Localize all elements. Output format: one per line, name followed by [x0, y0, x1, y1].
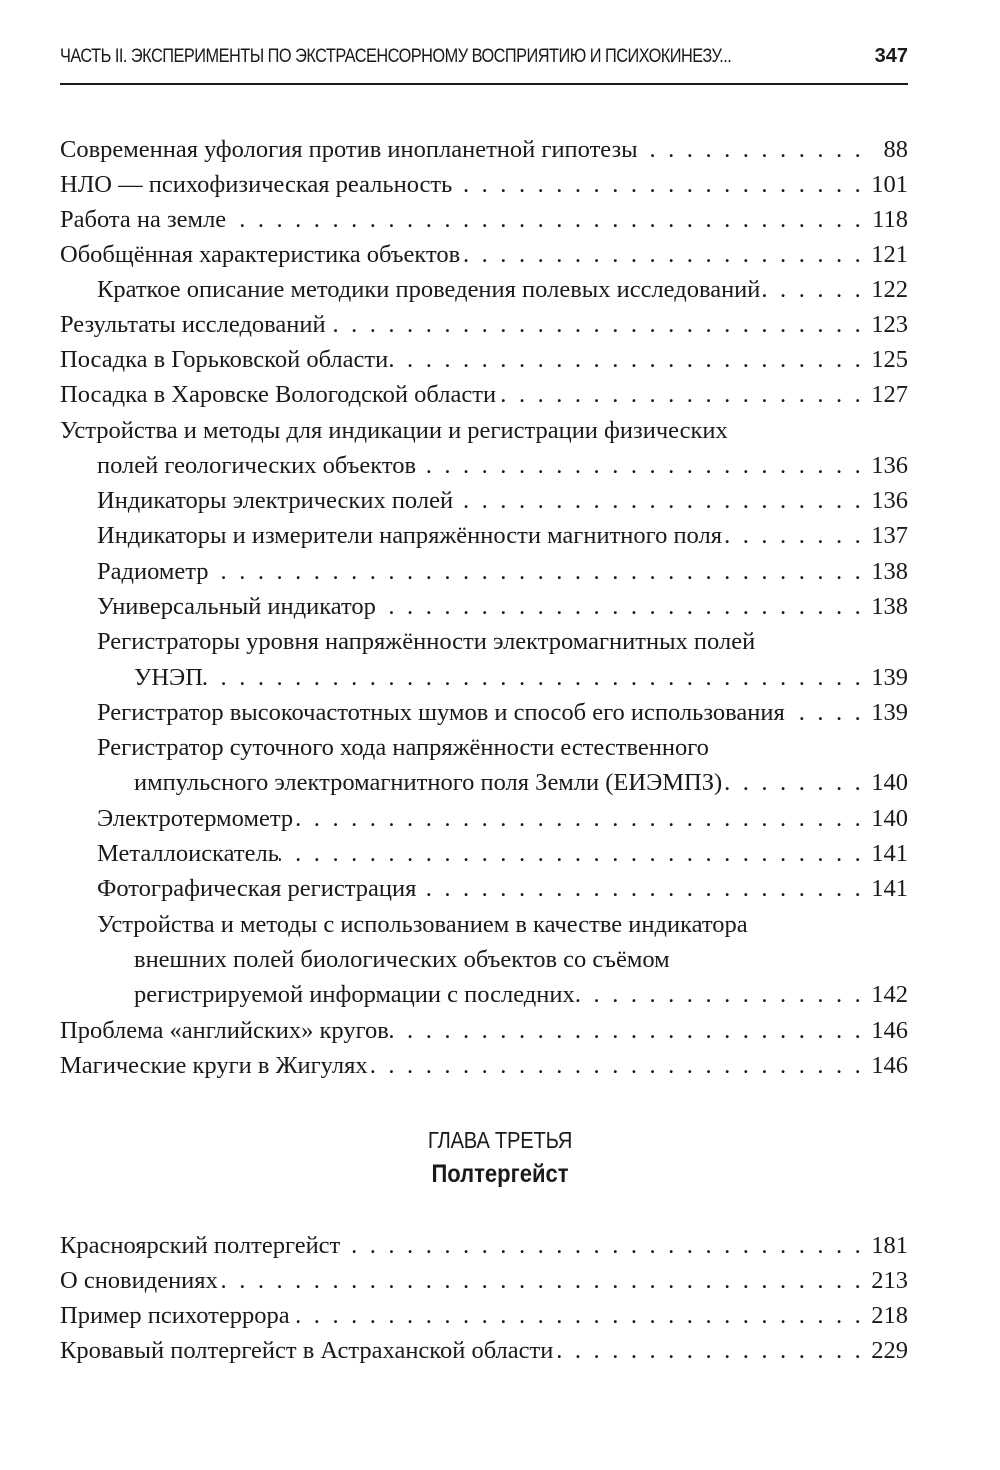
- toc-entry-page: 127: [871, 381, 908, 408]
- toc-entry: [60, 342, 908, 378]
- toc-entry-page: 136: [871, 452, 908, 479]
- toc-entry-title: Металлоискатель: [97, 840, 279, 867]
- chapter-label: ГЛАВА ТРЕТЬЯ: [427, 1127, 573, 1153]
- toc-entry: [97, 836, 908, 872]
- toc-leader: [376, 589, 868, 625]
- toc-entry-title: Краткое описание методики проведения полевых исследований: [97, 276, 761, 303]
- toc-entry: [97, 483, 908, 519]
- toc-entry: [97, 695, 908, 731]
- toc-entry-page: 140: [871, 805, 908, 832]
- toc-entry-title: полей геологических объектов: [97, 452, 417, 479]
- toc-entry: [60, 1048, 908, 1084]
- toc-entry: [60, 377, 908, 413]
- toc-entry: [60, 307, 908, 343]
- toc-entry-title: Регистратор высокочастотных шумов и способ его использования: [97, 699, 785, 726]
- toc-leader: [279, 836, 868, 872]
- toc-entry-title: Результаты исследований: [60, 311, 326, 338]
- toc-entry-page: 138: [871, 593, 908, 620]
- header-rule: [60, 83, 908, 85]
- toc-leader: [209, 554, 869, 590]
- toc-entry: [60, 1298, 908, 1334]
- toc-entry-page: 181: [871, 1232, 908, 1259]
- toc-entry: [97, 272, 908, 308]
- toc-entry-page: 139: [871, 699, 908, 726]
- toc-entry-title: Пример психотеррора: [60, 1302, 290, 1329]
- toc-leader: [340, 1228, 868, 1264]
- toc-leader: [575, 977, 868, 1013]
- toc-leader: [638, 132, 868, 168]
- toc-leader: [760, 272, 868, 308]
- toc-entry: [60, 167, 908, 203]
- toc-leader: [368, 1048, 868, 1084]
- toc-entry: [134, 660, 908, 696]
- toc-entry-title: Радиометр: [97, 558, 209, 585]
- toc-entry: [134, 765, 908, 801]
- toc-entry: [97, 871, 908, 907]
- toc-entry-title: УНЭП: [134, 664, 203, 691]
- toc-leader: [388, 342, 868, 378]
- toc-entry-page: 121: [871, 241, 908, 268]
- toc-leader: [416, 871, 868, 907]
- toc-entry-page: 137: [871, 522, 908, 549]
- toc-entry-page: 229: [871, 1337, 908, 1364]
- toc-leader: [453, 483, 868, 519]
- toc-entry-title-line: Регистратор суточного хода напряжённости естественного: [97, 734, 709, 761]
- toc-entry: [60, 1013, 908, 1049]
- toc-entry-page: 146: [871, 1052, 908, 1079]
- toc-entry: [97, 801, 908, 837]
- toc-entry: [60, 1263, 908, 1299]
- toc-entry-title-line: внешних полей биологических объектов со съёмом: [134, 946, 670, 973]
- toc-entry-page: 139: [871, 664, 908, 691]
- toc-leader: [389, 1013, 868, 1049]
- toc-entry-page: 88: [883, 136, 908, 163]
- toc-entry-title: Электротермометр: [97, 805, 294, 832]
- toc-entry-title: Посадка в Харовске Вологодской области: [60, 381, 497, 408]
- toc-entry-page: 125: [871, 346, 908, 373]
- toc-entry-page: 122: [871, 276, 908, 303]
- toc-leader: [785, 695, 868, 731]
- toc-entry-title: Проблема «английских» кругов: [60, 1017, 389, 1044]
- toc-leader: [553, 1333, 868, 1369]
- toc-entry: [60, 1333, 908, 1369]
- toc-leader: [203, 660, 868, 696]
- toc-leader: [452, 167, 868, 203]
- toc-entry-page: 138: [871, 558, 908, 585]
- toc-entry-page: 118: [872, 206, 908, 233]
- toc-entry-page: 218: [871, 1302, 908, 1329]
- toc-entry-title: Работа на земле: [60, 206, 227, 233]
- toc-entry-title: Индикаторы электрических полей: [97, 487, 454, 514]
- toc-leader: [460, 237, 868, 273]
- toc-leader: [722, 518, 868, 554]
- toc-entry-page: 141: [871, 875, 908, 902]
- toc-entry-title: Современная уфология против инопланетной гипотезы: [60, 136, 638, 163]
- toc-entry-page: 140: [871, 769, 908, 796]
- toc-entry: [97, 448, 908, 484]
- running-head-title: ЧАСТЬ II. ЭКСПЕРИМЕНТЫ ПО ЭКСТРАСЕНСОРНОМУ ВОСПРИЯТИЮ И ПСИХОКИНЕЗУ...: [60, 46, 732, 67]
- toc-entry: [60, 132, 908, 168]
- toc-entry-page: 142: [871, 981, 908, 1008]
- toc-entry: [60, 237, 908, 273]
- running-head: [60, 40, 908, 76]
- toc-entry-page: 136: [871, 487, 908, 514]
- toc-entry-title-line: Устройства и методы с использованием в качестве индикатора: [97, 911, 748, 938]
- toc-leader: [293, 801, 868, 837]
- toc-leader: [226, 202, 868, 238]
- toc-entry-title: Обобщённая характеристика объектов: [60, 241, 461, 268]
- toc-entry-title: Индикаторы и измерители напряжённости магнитного поля: [97, 522, 722, 549]
- toc-entry-title-line: Устройства и методы для индикации и регистрации физических: [60, 417, 728, 444]
- toc-leader: [326, 307, 868, 343]
- toc-entry-page: 101: [871, 171, 908, 198]
- toc-entry-title: импульсного электромагнитного поля Земли (ЕИЭМПЗ): [134, 769, 723, 796]
- toc-entry-title: Универсальный индикатор: [97, 593, 376, 620]
- toc-entry: [60, 1228, 908, 1264]
- toc-leader: [496, 377, 868, 413]
- toc-entry: [97, 554, 908, 590]
- toc-entry-title: Посадка в Горьковской области: [60, 346, 389, 373]
- toc-leader: [218, 1263, 868, 1299]
- toc-entry-page: 213: [871, 1267, 908, 1294]
- toc-leader: [416, 448, 868, 484]
- toc-entry: [97, 589, 908, 625]
- toc-entry: [134, 977, 908, 1013]
- toc-entry-title: НЛО — психофизическая реальность: [60, 171, 453, 198]
- toc-entry: [60, 202, 908, 238]
- toc-entry-title: Фотографическая регистрация: [97, 875, 417, 902]
- toc-entry-page: 123: [871, 311, 908, 338]
- toc-entry-title: Красноярский полтергейст: [60, 1232, 341, 1259]
- toc-entry-page: 146: [871, 1017, 908, 1044]
- toc-leader: [722, 765, 868, 801]
- toc-entry-title: Кровавый полтергейст в Астраханской области: [60, 1337, 554, 1364]
- chapter-title: Полтергейст: [431, 1160, 569, 1188]
- toc-entry-title: регистрируемой информации с последних: [134, 981, 575, 1008]
- page-number: 347: [874, 45, 908, 67]
- toc-entry: [97, 518, 908, 554]
- toc-leader: [290, 1298, 868, 1334]
- toc-entry-page: 141: [871, 840, 908, 867]
- toc-entry-title-line: Регистраторы уровня напряжённости электромагнитных полей: [97, 628, 756, 655]
- toc-entry-title: О сновидениях: [60, 1267, 218, 1294]
- toc-entry-title: Магические круги в Жигулях: [60, 1052, 368, 1079]
